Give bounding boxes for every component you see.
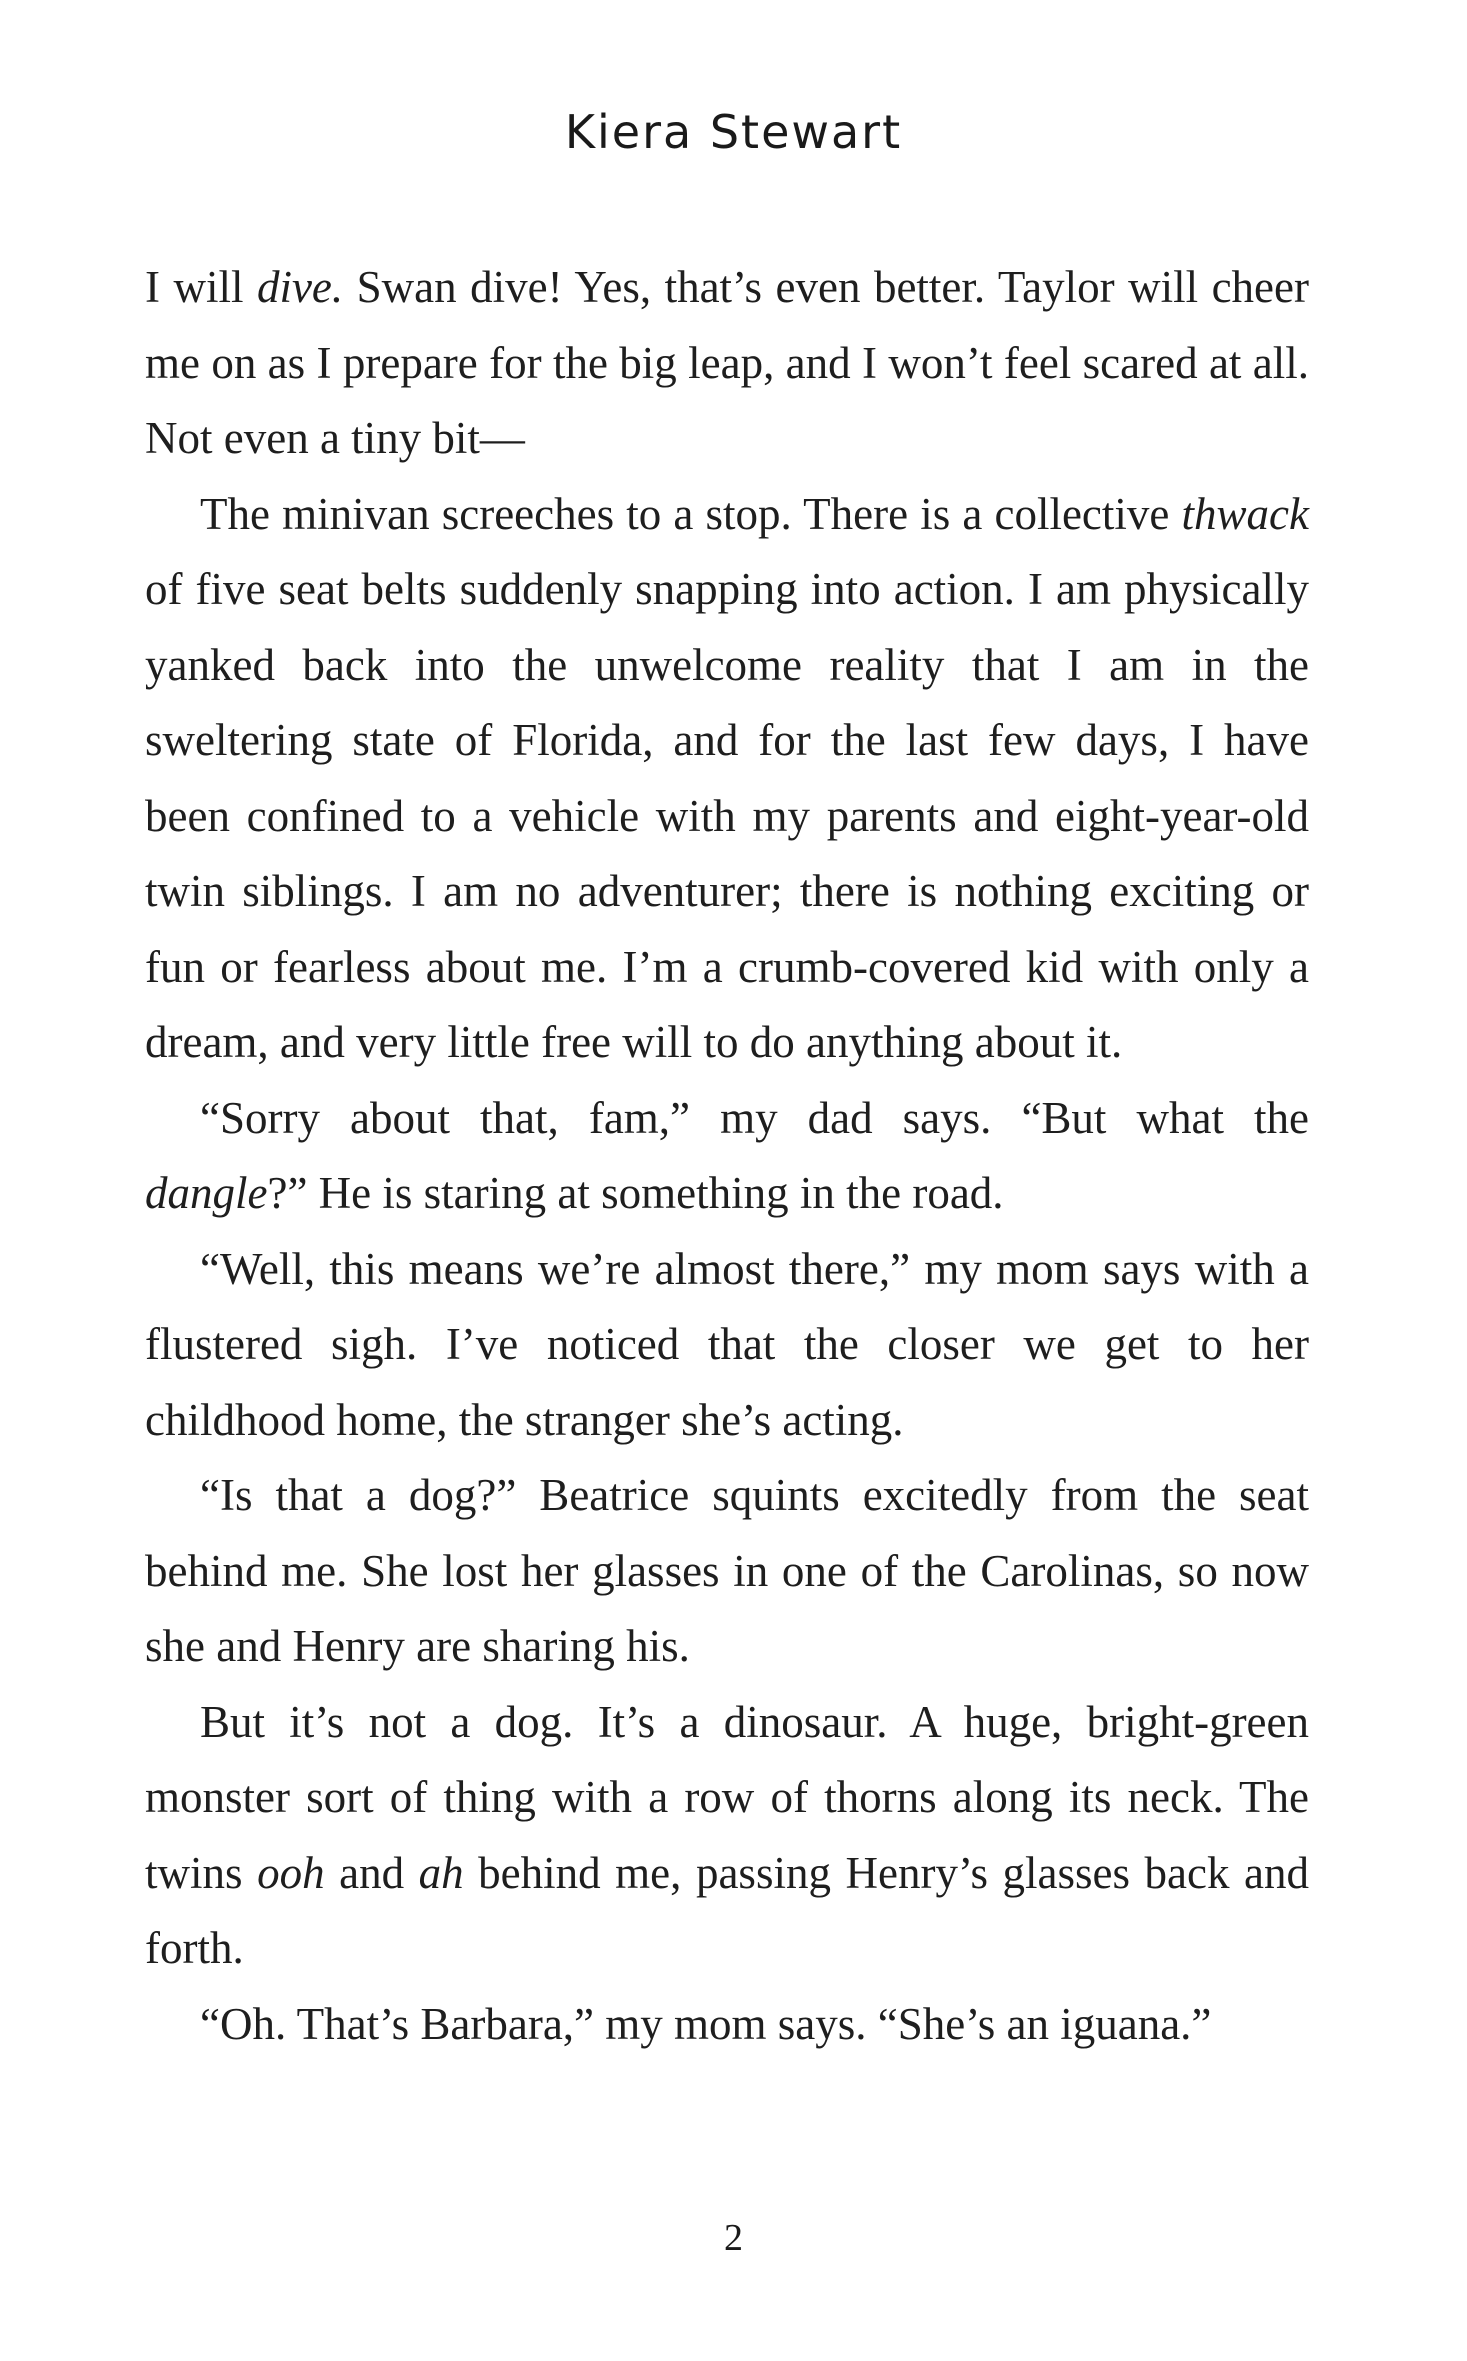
- running-head-author: Kiera Stewart: [564, 105, 903, 159]
- paragraph-1: [145, 250, 1309, 477]
- text-segment: Swan dive! Yes, that’s even better. Taylor will cheer me on as I prepare for the big leap, and I won’t feel scared at all. Not even a tiny bit—: [145, 262, 1309, 463]
- text-segment: But it’s not a dog. It’s a dinosaur. A huge, bright-green monster sort of thing with a row of thorns along its neck. The twins: [145, 1696, 1309, 1898]
- text-segment: “Well, this means we’re almost there,” my mom says with a flustered sigh. I’ve noticed that the closer we get to her childhood home, the stranger she’s acting.: [145, 1243, 1309, 1445]
- text-segment: ?” He is staring at something in the road.: [267, 1168, 1004, 1218]
- text-segment-italic: ah: [418, 1847, 464, 1898]
- page-number: 2: [724, 2217, 743, 2259]
- text-segment: “Oh. That’s Barbara,” my mom says. “She’s an iguana.”: [200, 1998, 1212, 2049]
- text-segment: “Sorry about that, fam,” my dad says. “But what the: [200, 1092, 1309, 1143]
- body-text: [145, 250, 1309, 2062]
- text-segment: The minivan screeches to a stop. There is a collective: [200, 488, 1182, 539]
- paragraph-7: [145, 1987, 1309, 2063]
- paragraph-5: [145, 1458, 1309, 1685]
- text-segment-italic: ooh: [257, 1847, 325, 1898]
- text-segment: “Is that a dog?” Beatrice squints excitedly from the seat behind me. She lost her glasses in one of the Carolinas, so now she and Henry are sharing his.: [145, 1470, 1309, 1671]
- text-segment-italic: thwack: [1181, 488, 1309, 539]
- text-segment: of five seat belts suddenly snapping into action. I am physically yanked back into the unwelcome reality that I am in the sweltering state of Florida, and for the last few days, I have been confined to a vehicle with my parents and eight-year-old twin siblings. I am no adventurer; there is nothing exciting or fun or fearless about me. I’m a crumb-covered kid with only a dream, and very little free will to do anything about it.: [145, 564, 1309, 1067]
- paragraph-4: [145, 1232, 1309, 1459]
- paragraph-6: [145, 1685, 1309, 1987]
- text-segment-italic: dangle: [145, 1168, 268, 1218]
- text-segment: behind me, passing Henry’s glasses back and forth.: [145, 1847, 1309, 1973]
- text-segment: I will: [145, 262, 257, 312]
- text-segment: and: [324, 1847, 419, 1898]
- text-segment-italic: dive.: [256, 262, 344, 312]
- paragraph-2: [145, 477, 1309, 1081]
- paragraph-3: [145, 1081, 1309, 1232]
